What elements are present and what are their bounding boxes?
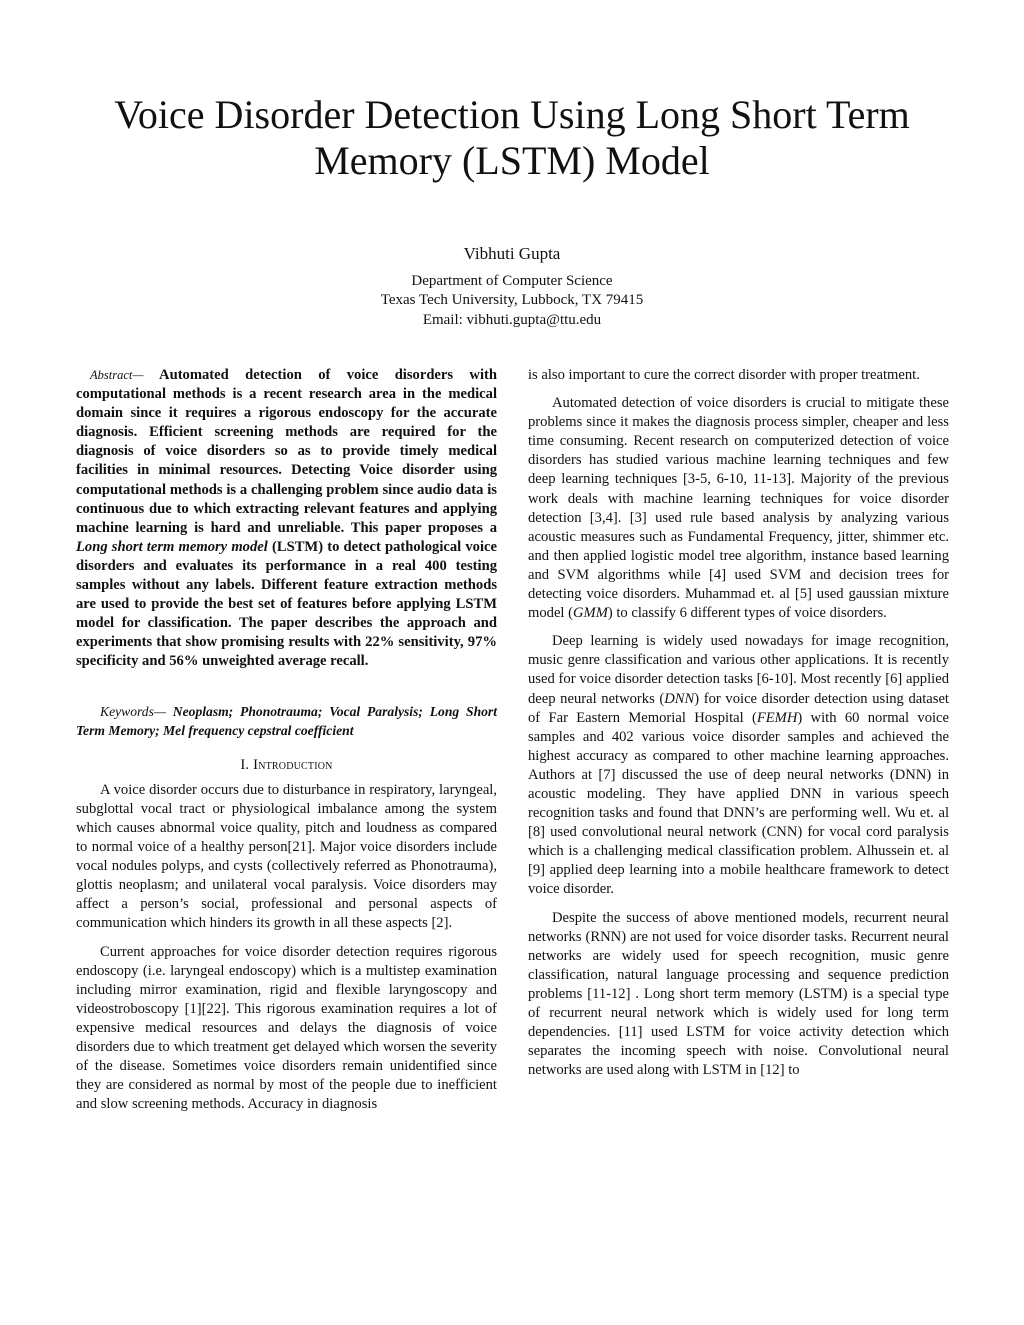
abstract-model-name: Long short term memory model xyxy=(76,538,268,555)
section-heading-introduction: I. Introduction xyxy=(240,756,333,773)
dnn-term: DNN xyxy=(664,690,695,707)
paper-title xyxy=(70,92,954,184)
author-university: Texas Tech University, Lubbock, TX 79415 xyxy=(380,292,644,308)
paragraph-text: ) for voice disorder detection using dataset of Far Eastern Memorial Hospital ( xyxy=(528,690,949,726)
left-column xyxy=(76,366,497,1123)
title-line-2: Memory (LSTM) Model xyxy=(314,138,710,183)
paragraph-text: ) to classify 6 different types of voice disorders. xyxy=(607,605,887,622)
intro-paragraph-2: Current approaches for voice disorder detection requires rigorous endoscopy (i.e. laryngeal endoscopy) which is a multistep examination including mirror examination, rigid and flexible laryngoscopy and videostroboscopy [1][22]. This rigorous examination requires a lot of expensive medical resources and delays the diagnosis of voice disorders due to which treatment get delayed which worsen the severity of the disease. Sometimes voice disorders remain unidentified since they are considered as normal by most of the people due to inefficient and slow screening methods. Accuracy in diagnosis xyxy=(76,943,497,1113)
paragraph-text: Automated detection of voice disorders is crucial to mitigate these problems since it makes the diagnosis process simpler, cheaper and less time consuming. Recent research on computerized detection of voice disorders has studied various machine learning techniques and few deep learning techniques [3-5, 6-10, 11-13]. Majority of the previous work deals with machine learning techniques for voice disorder detection [3,4]. [3] used rule based analysis by analyzing various acoustic measures such as Fundamental Frequency, jitter, shimmer etc. and then applied logistic model tree algorithm, instance based learning and SVM algorithms while [4] used SVM and decision trees for detecting voice disorders. Muhammad et. al [5] used gaussian mixture model ( xyxy=(528,395,949,622)
author-email: Email: vibhuti.gupta@ttu.edu xyxy=(422,311,602,328)
author-department: Department of Computer Science xyxy=(411,272,613,289)
right-paragraph-deep-learning xyxy=(528,632,949,899)
femh-term: FEMH xyxy=(756,709,798,726)
right-paragraph-rnn: Despite the success of above mentioned models, recurrent neural networks (RNN) are not used for voice disorder tasks. Recurrent neural networks are widely used for speech recognition, music genre classification, natural language processing and sequence prediction problems [11-12] . Long short term memory (LSTM) is a special type of recurrent neural network which is widely used for long term dependencies. [11] used LSTM for voice activity detection which separates the incoming speech with noise. Convolutional neural networks are used along with LSTM in [12] to xyxy=(528,909,949,1079)
keywords xyxy=(76,702,497,740)
paragraph-text: ) with 60 normal voice samples and 402 various voice disorder samples and achieved the highest accuracy as compared to other machine learning approaches. Authors at [7] discussed the use of deep neural networks (DNN) in acoustic modeling. They have applied DNN in various speech recognition tasks and found that DNN’s are performing well. Wu et. al [8] used convolutional neural network (CNN) for vocal cord paralysis which is a challenging medical classification problem. Alhussein et. al [9] applied deep learning into a mobile healthcare framework to detect voice disorder. xyxy=(528,709,949,898)
paragraph-text: Deep learning is widely used nowadays for image recognition, music genre classification and various other applications. It is recently used for voice disorder detection tasks [6-10]. Most recently [6] applied deep neural networks ( xyxy=(528,633,949,707)
author-name: Vibhuti Gupta xyxy=(463,244,561,263)
abstract-text-2: (LSTM) to detect pathological voice disorders and evaluates its performance in a real 400 testing samples without any labels. Different feature extraction methods are used to provide the best set of features before applying LSTM model for classification. The paper describes the approach and experiments that show promising results with 22% sensitivity, 97% specificity and 56% unweighted average recall. xyxy=(76,538,497,670)
keywords-text: Neoplasm; Phonotrauma; Vocal Paralysis; Long Short Term Memory; Mel frequency cepstral coefficient xyxy=(76,703,497,738)
abstract-text-1: Automated detection of voice disorders with computational methods is a recent research area in the medical domain since it requires a rigorous endoscopy for the accurate diagnosis. Efficient screening methods are required for the diagnosis of voice disorders so as to provide timely medical facilities in minimal resources. Detecting Voice disorder using computational methods is a challenging problem since audio data is continuous due to which extracting relevant features and applying machine learning is hard and unreliable. This paper proposes a xyxy=(76,367,497,536)
right-paragraph-automated-detection xyxy=(528,394,949,623)
author-block xyxy=(212,244,812,330)
title-line-1: Voice Disorder Detection Using Long Short Term xyxy=(114,92,910,137)
abstract xyxy=(76,366,497,672)
right-paragraph-continuation: is also important to cure the correct disorder with proper treatment. xyxy=(528,367,920,383)
right-column xyxy=(528,366,949,1089)
keywords-label: Keywords— xyxy=(100,703,166,719)
gmm-term: GMM xyxy=(573,605,608,622)
intro-paragraph-1: A voice disorder occurs due to disturbance in respiratory, laryngeal, subglottal vocal tract or physiological imbalance among the system which causes abnormal voice quality, pitch and loudness as compared to normal voice of a healthy person[21]. Major voice disorders include vocal nodules polyps, and cysts (collectively referred as Phonotrauma), glottis neoplasm; and unilateral vocal paralysis. Voice disorders may affect a person’s social, professional and personal aspects of communication which hinders its growth in all these aspects [2]. xyxy=(76,781,497,932)
abstract-label: Abstract— xyxy=(90,368,144,382)
